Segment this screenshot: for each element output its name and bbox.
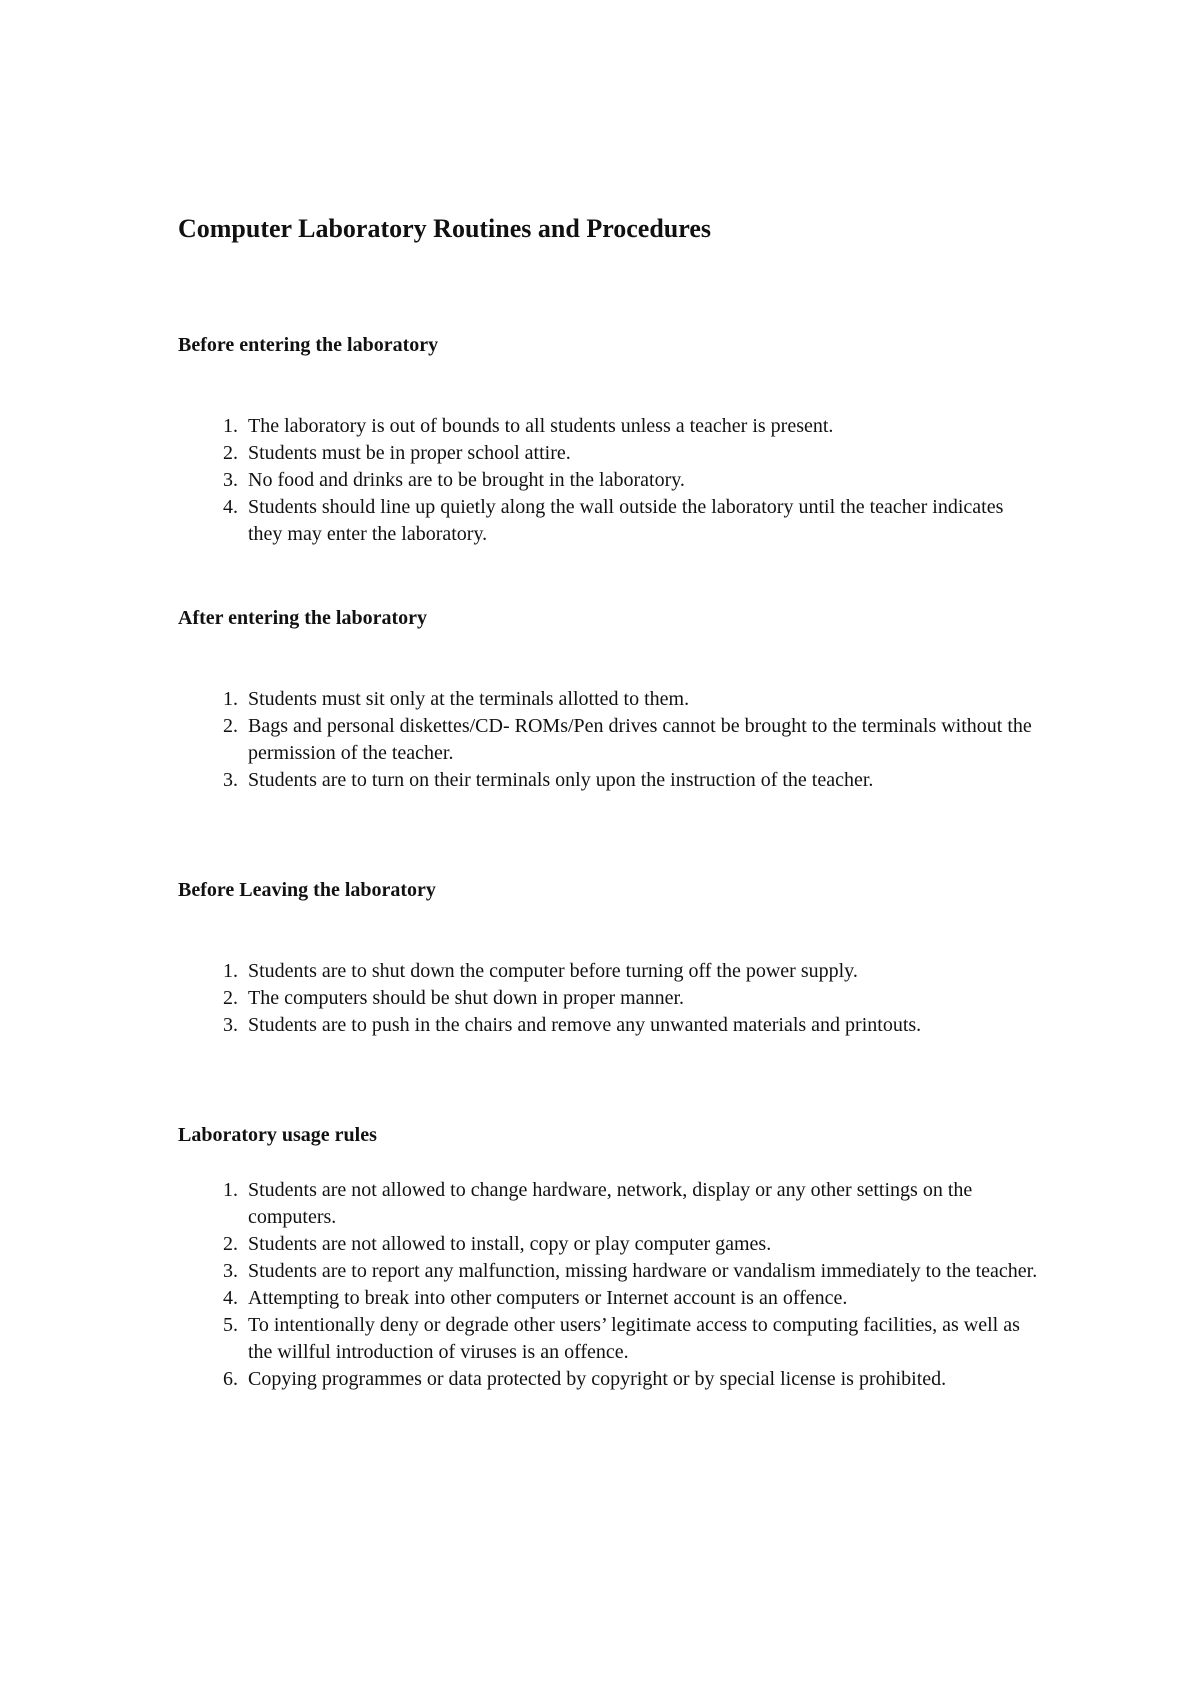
list-item-number: 2. [223, 442, 238, 464]
list-item-number: 3. [223, 469, 238, 491]
list-item-text: Students must sit only at the terminals allotted to them. [248, 688, 690, 710]
list-item-number: 1. [223, 688, 238, 710]
list-item-text: No food and drinks are to be brought in the laboratory. [248, 469, 685, 491]
list-item-text: The laboratory is out of bounds to all students unless a teacher is present. [248, 415, 834, 437]
page-title: Computer Laboratory Routines and Procedures [178, 214, 711, 243]
list-item-number: 1. [223, 415, 238, 437]
list-item [178, 467, 1038, 494]
list-item-number: 3. [223, 1260, 238, 1282]
list-item-text: The computers should be shut down in proper manner. [248, 987, 685, 1009]
list-item-number: 2. [223, 715, 238, 737]
list-item [178, 413, 1038, 440]
section-heading-before-leaving: Before Leaving the laboratory [178, 879, 436, 901]
list-item-text: To intentionally deny or degrade other users’ legitimate access to computing facilities, as well as the willful introduction of viruses is an offence. [248, 1314, 1020, 1363]
list-item-number: 3. [223, 769, 238, 791]
list-item-text: Bags and personal diskettes/CD- ROMs/Pen drives cannot be brought to the terminals without the permission of the teacher. [248, 715, 1032, 764]
list-item-number: 6. [223, 1368, 238, 1390]
list-item [178, 985, 1038, 1012]
list-item-number: 4. [223, 496, 238, 518]
list-item [178, 767, 1038, 794]
list-item [178, 1285, 1038, 1312]
section-heading-after-entering: After entering the laboratory [178, 607, 428, 629]
list-item-number: 5. [223, 1314, 238, 1336]
list-item-text: Students are to report any malfunction, missing hardware or vandalism immediately to the teacher. [248, 1260, 1038, 1282]
list-item [178, 713, 1038, 767]
list-item [178, 1312, 1038, 1366]
list-item [178, 686, 1038, 713]
section-heading-before-entering: Before entering the laboratory [178, 334, 439, 356]
rule-list-before-leaving [178, 958, 1038, 1039]
list-item-text: Students are to turn on their terminals only upon the instruction of the teacher. [248, 769, 874, 791]
list-item-text: Copying programmes or data protected by copyright or by special license is prohibited. [248, 1368, 947, 1390]
section-heading-usage-rules: Laboratory usage rules [178, 1124, 377, 1146]
list-item-text: Students should line up quietly along the wall outside the laboratory until the teacher indicates they may enter the laboratory. [248, 496, 1004, 545]
list-item-text: Attempting to break into other computers or Internet account is an offence. [248, 1287, 848, 1309]
list-item [178, 1012, 1038, 1039]
rule-list-after-entering [178, 686, 1038, 794]
list-item [178, 440, 1038, 467]
rule-list-usage-rules [178, 1177, 1038, 1393]
list-item-number: 2. [223, 987, 238, 1009]
list-item [178, 1258, 1038, 1285]
list-item-number: 4. [223, 1287, 238, 1309]
list-item-text: Students are to push in the chairs and remove any unwanted materials and printouts. [248, 1014, 922, 1036]
list-item-number: 2. [223, 1233, 238, 1255]
list-item [178, 1231, 1038, 1258]
list-item [178, 958, 1038, 985]
list-item-number: 1. [223, 1179, 238, 1201]
list-item [178, 1177, 1038, 1231]
list-item [178, 494, 1038, 548]
list-item-number: 1. [223, 960, 238, 982]
list-item-number: 3. [223, 1014, 238, 1036]
list-item-text: Students are to shut down the computer before turning off the power supply. [248, 960, 858, 982]
list-item [178, 1366, 1038, 1393]
rule-list-before-entering [178, 413, 1038, 548]
list-item-text: Students are not allowed to change hardware, network, display or any other settings on the computers. [248, 1179, 973, 1228]
list-item-text: Students must be in proper school attire. [248, 442, 571, 464]
list-item-text: Students are not allowed to install, copy or play computer games. [248, 1233, 772, 1255]
